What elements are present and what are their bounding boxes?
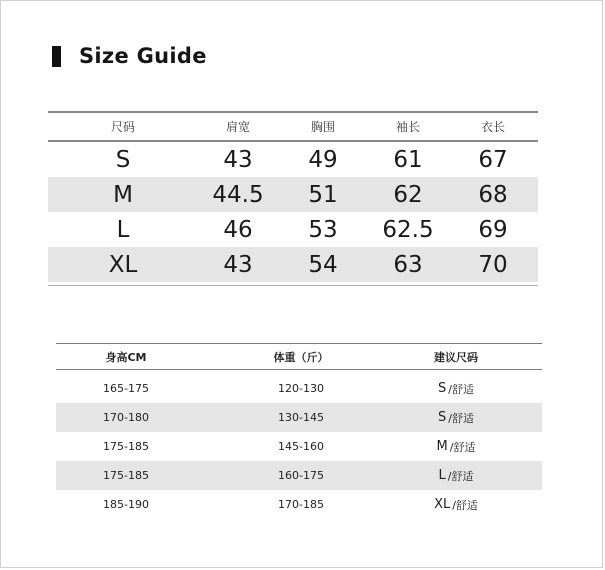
cell-height: 170-180 [103, 411, 149, 424]
table-rule [48, 285, 538, 286]
size-letter: L [438, 468, 446, 483]
table-row [56, 403, 542, 432]
header-height: 身高CM [105, 350, 147, 364]
cell-recommended-size [406, 374, 506, 403]
title-block [52, 44, 207, 68]
size-letter: XL [434, 497, 451, 512]
recommendation-header-row [56, 344, 542, 369]
page-title: Size Guide [79, 44, 207, 68]
cell-shoulder: 46 [223, 216, 253, 243]
cell-sleeve: 61 [393, 146, 423, 173]
header-size: 尺码 [110, 120, 135, 134]
cell-shoulder: 44.5 [212, 181, 264, 208]
cell-weight: 130-145 [278, 411, 324, 424]
cell-weight: 170-185 [278, 498, 324, 511]
cell-chest: 53 [308, 216, 338, 243]
fit-label: /舒适 [447, 469, 474, 483]
fit-label: /舒适 [449, 440, 476, 454]
size-letter: M [436, 439, 448, 454]
header-sleeve: 袖长 [395, 120, 420, 134]
table-row [56, 432, 542, 461]
header-shoulder: 肩宽 [225, 120, 250, 134]
header-length: 衣长 [480, 120, 505, 134]
cell-chest: 54 [308, 251, 338, 278]
cell-size: M [113, 181, 133, 208]
cell-height: 185-190 [103, 498, 149, 511]
cell-height: 165-175 [103, 382, 149, 395]
size-letter: S [438, 410, 447, 425]
cell-recommended-size [406, 403, 506, 432]
fit-label: /舒适 [448, 382, 474, 396]
cell-weight: 120-130 [278, 382, 324, 395]
header-weight: 体重（斤） [273, 350, 329, 364]
header-recommended-size: 建议尺码 [434, 350, 478, 364]
cell-sleeve: 63 [393, 251, 423, 278]
table-row [48, 177, 538, 212]
measurement-header-row [48, 113, 538, 140]
cell-weight: 160-175 [278, 469, 324, 482]
cell-length: 67 [478, 146, 508, 173]
title-bar-icon [52, 46, 61, 67]
cell-length: 70 [478, 251, 508, 278]
table-row [56, 461, 542, 490]
cell-shoulder: 43 [223, 146, 253, 173]
cell-chest: 51 [308, 181, 338, 208]
cell-recommended-size [406, 432, 506, 461]
table-row [48, 212, 538, 247]
header-chest: 胸围 [310, 120, 335, 134]
cell-weight: 145-160 [278, 440, 324, 453]
cell-shoulder: 43 [223, 251, 253, 278]
cell-length: 69 [478, 216, 508, 243]
cell-sleeve: 62.5 [382, 216, 434, 243]
fit-label: /舒适 [448, 411, 474, 425]
table-row [56, 374, 542, 403]
table-row [48, 247, 538, 282]
recommendation-table [56, 343, 542, 519]
cell-recommended-size [406, 490, 506, 519]
cell-size: XL [108, 251, 138, 278]
cell-chest: 49 [308, 146, 338, 173]
cell-length: 68 [478, 181, 508, 208]
table-row [48, 142, 538, 177]
fit-label: /舒适 [452, 498, 478, 512]
size-letter: S [438, 381, 447, 396]
cell-height: 175-185 [103, 440, 149, 453]
measurement-table [48, 111, 538, 286]
cell-height: 175-185 [103, 469, 149, 482]
cell-size: L [116, 216, 130, 243]
cell-sleeve: 62 [393, 181, 423, 208]
cell-recommended-size [406, 461, 506, 490]
table-row [56, 490, 542, 519]
cell-size: S [115, 146, 131, 173]
